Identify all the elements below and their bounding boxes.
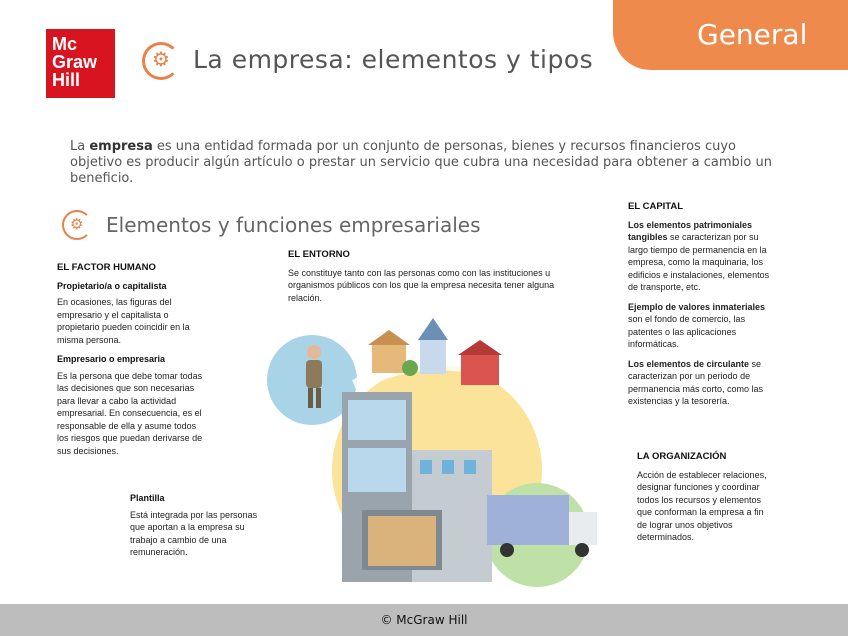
intro-rest: es una entidad formada por un conjunto de personas, bienes y recursos financieros cuyo objetivo es producir algún artículo o prestar un servicio que cubra una necesidad para obtener a cambio un beneficio. bbox=[70, 139, 772, 186]
entorno-text: Se constituye tanto con las personas como con las instituciones u organismos públicos con los que la empresa necesita tener alguna relación. bbox=[288, 267, 555, 303]
capital-p1-text: se caracterizan por su largo tiempo de permanencia en la empresa, como la maquinaria, los edificios e instalaciones, elementos de transporte, etc. bbox=[628, 232, 770, 292]
footer: © McGraw Hill bbox=[0, 604, 848, 636]
factor-humano-heading: EL FACTOR HUMANO bbox=[57, 262, 156, 273]
tab-general[interactable]: General bbox=[613, 0, 848, 70]
section-title: Elementos y funciones empresariales bbox=[106, 213, 481, 237]
intro-paragraph bbox=[70, 139, 780, 187]
logo-line-3: Hill bbox=[52, 70, 81, 90]
empresario-title: Empresario o empresaria bbox=[57, 354, 166, 364]
empresario-text: Es la persona que debe tomar todas las decisiones que son necesarias para llevar a cabo la actividad empresarial. En consecuencia, es el responsable de ella y asume todos los riesgos que puedan derivarse de sus decisiones. bbox=[57, 370, 203, 456]
gear-icon bbox=[62, 210, 92, 240]
capital-p1-bold: Los elementos patrimoniales tangibles bbox=[628, 219, 753, 242]
capital-p2-bold: Ejemplo de valores inmateriales bbox=[628, 301, 766, 312]
propietario-title: Propietario/a o capitalista bbox=[57, 280, 167, 291]
mcgraw-hill-logo bbox=[46, 29, 115, 98]
organizacion-heading: LA ORGANIZACIÓN bbox=[637, 451, 727, 462]
organizacion-text: Acción de establecer relaciones, designar funciones y coordinar todos los recursos y elementos que conforman la empresa a fin de lograr unos objetivos determinados. bbox=[637, 469, 767, 542]
organizacion-block bbox=[637, 451, 767, 551]
intro-keyword: empresa bbox=[89, 139, 153, 154]
plantilla-text: Está integrada por las personas que aportan a la empresa su trabajo a cambio de una remuneración. bbox=[130, 509, 258, 557]
capital-p1 bbox=[628, 219, 770, 294]
capital-heading: EL CAPITAL bbox=[628, 201, 684, 212]
entorno-heading: EL ENTORNO bbox=[288, 249, 350, 260]
logo-line-1: Mc bbox=[52, 34, 78, 54]
logo-line-2: Graw bbox=[52, 52, 98, 72]
capital-p2 bbox=[628, 301, 770, 351]
plantilla-title: Plantilla bbox=[130, 493, 165, 503]
capital-p2-text: son el fondo de comercio, las patentes o las aplicaciones informáticas. bbox=[628, 314, 746, 349]
company-illustration bbox=[262, 300, 624, 590]
plantilla-block bbox=[130, 492, 270, 566]
page-title: La empresa: elementos y tipos bbox=[193, 45, 594, 74]
capital-p3-bold: Los elementos de circulante bbox=[628, 358, 750, 369]
gear-icon bbox=[142, 42, 180, 80]
capital-p3-text: se caracterizan por un periodo de permanencia más corto, como las existencias y la tesorería. bbox=[628, 358, 764, 406]
propietario-text: En ocasiones, las figuras del empresario y el capitalista o propietario pueden coincidir en la misma persona. bbox=[57, 297, 190, 345]
capital-p3 bbox=[628, 358, 770, 408]
intro-lead: La bbox=[70, 139, 90, 154]
factor-humano-block bbox=[57, 262, 207, 464]
capital-block bbox=[628, 201, 770, 415]
